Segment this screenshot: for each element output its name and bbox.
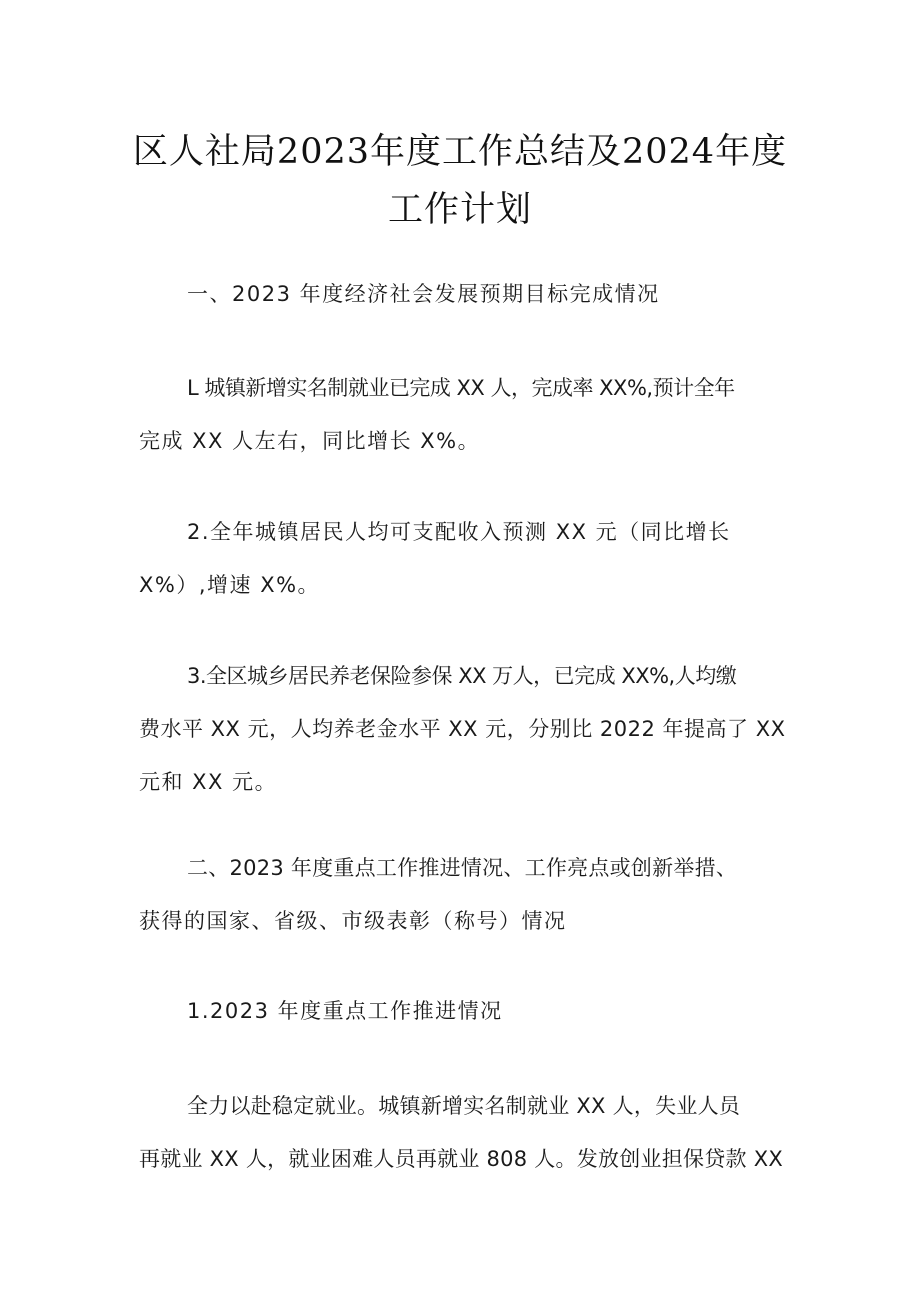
text-line: 一、2023 年度经济社会发展预期目标完成情况 xyxy=(187,282,660,306)
document-title-line-1: 区人社局2023年度工作总结及2024年度 xyxy=(132,132,788,172)
text-line: 3.全区城乡居民养老保险参保 XX 万人，已完成 XX%,人均缴 xyxy=(187,664,737,688)
text-line: 1.2023 年度重点工作推进情况 xyxy=(187,999,503,1023)
text-line: 完成 XX 人左右，同比增长 X%。 xyxy=(139,429,481,453)
text-line: 费水平 XX 元，人均养老金水平 XX 元，分别比 2022 年提高了 XX xyxy=(139,717,786,741)
text-line: X%）,增速 X%。 xyxy=(139,573,321,597)
text-line: 获得的国家、省级、市级表彰（称号）情况 xyxy=(139,909,567,933)
paragraph-item-1 xyxy=(139,362,789,468)
text-line: 再就业 XX 人，就业困难人员再就业 808 人。发放创业担保贷款 XX xyxy=(139,1147,784,1171)
section-heading-2 xyxy=(139,842,789,948)
text-line: 全力以赴稳定就业。城镇新增实名制就业 XX 人，失业人员 xyxy=(187,1094,741,1118)
paragraph-item-2 xyxy=(139,506,789,612)
text-line: 二、2023 年度重点工作推进情况、工作亮点或创新举措、 xyxy=(187,856,738,880)
paragraph-employment xyxy=(139,1080,789,1186)
text-line: L 城镇新增实名制就业已完成 XX 人，完成率 XX%,预计全年 xyxy=(187,376,735,400)
paragraph-item-3 xyxy=(139,650,789,809)
subsection-heading-1 xyxy=(139,985,789,1038)
text-line: 元和 XX 元。 xyxy=(139,770,278,794)
section-heading-1 xyxy=(139,268,789,321)
text-line: 2.全年城镇居民人均可支配收入预测 XX 元（同比增长 xyxy=(187,520,731,544)
document-title-line-2: 工作计划 xyxy=(387,190,532,230)
